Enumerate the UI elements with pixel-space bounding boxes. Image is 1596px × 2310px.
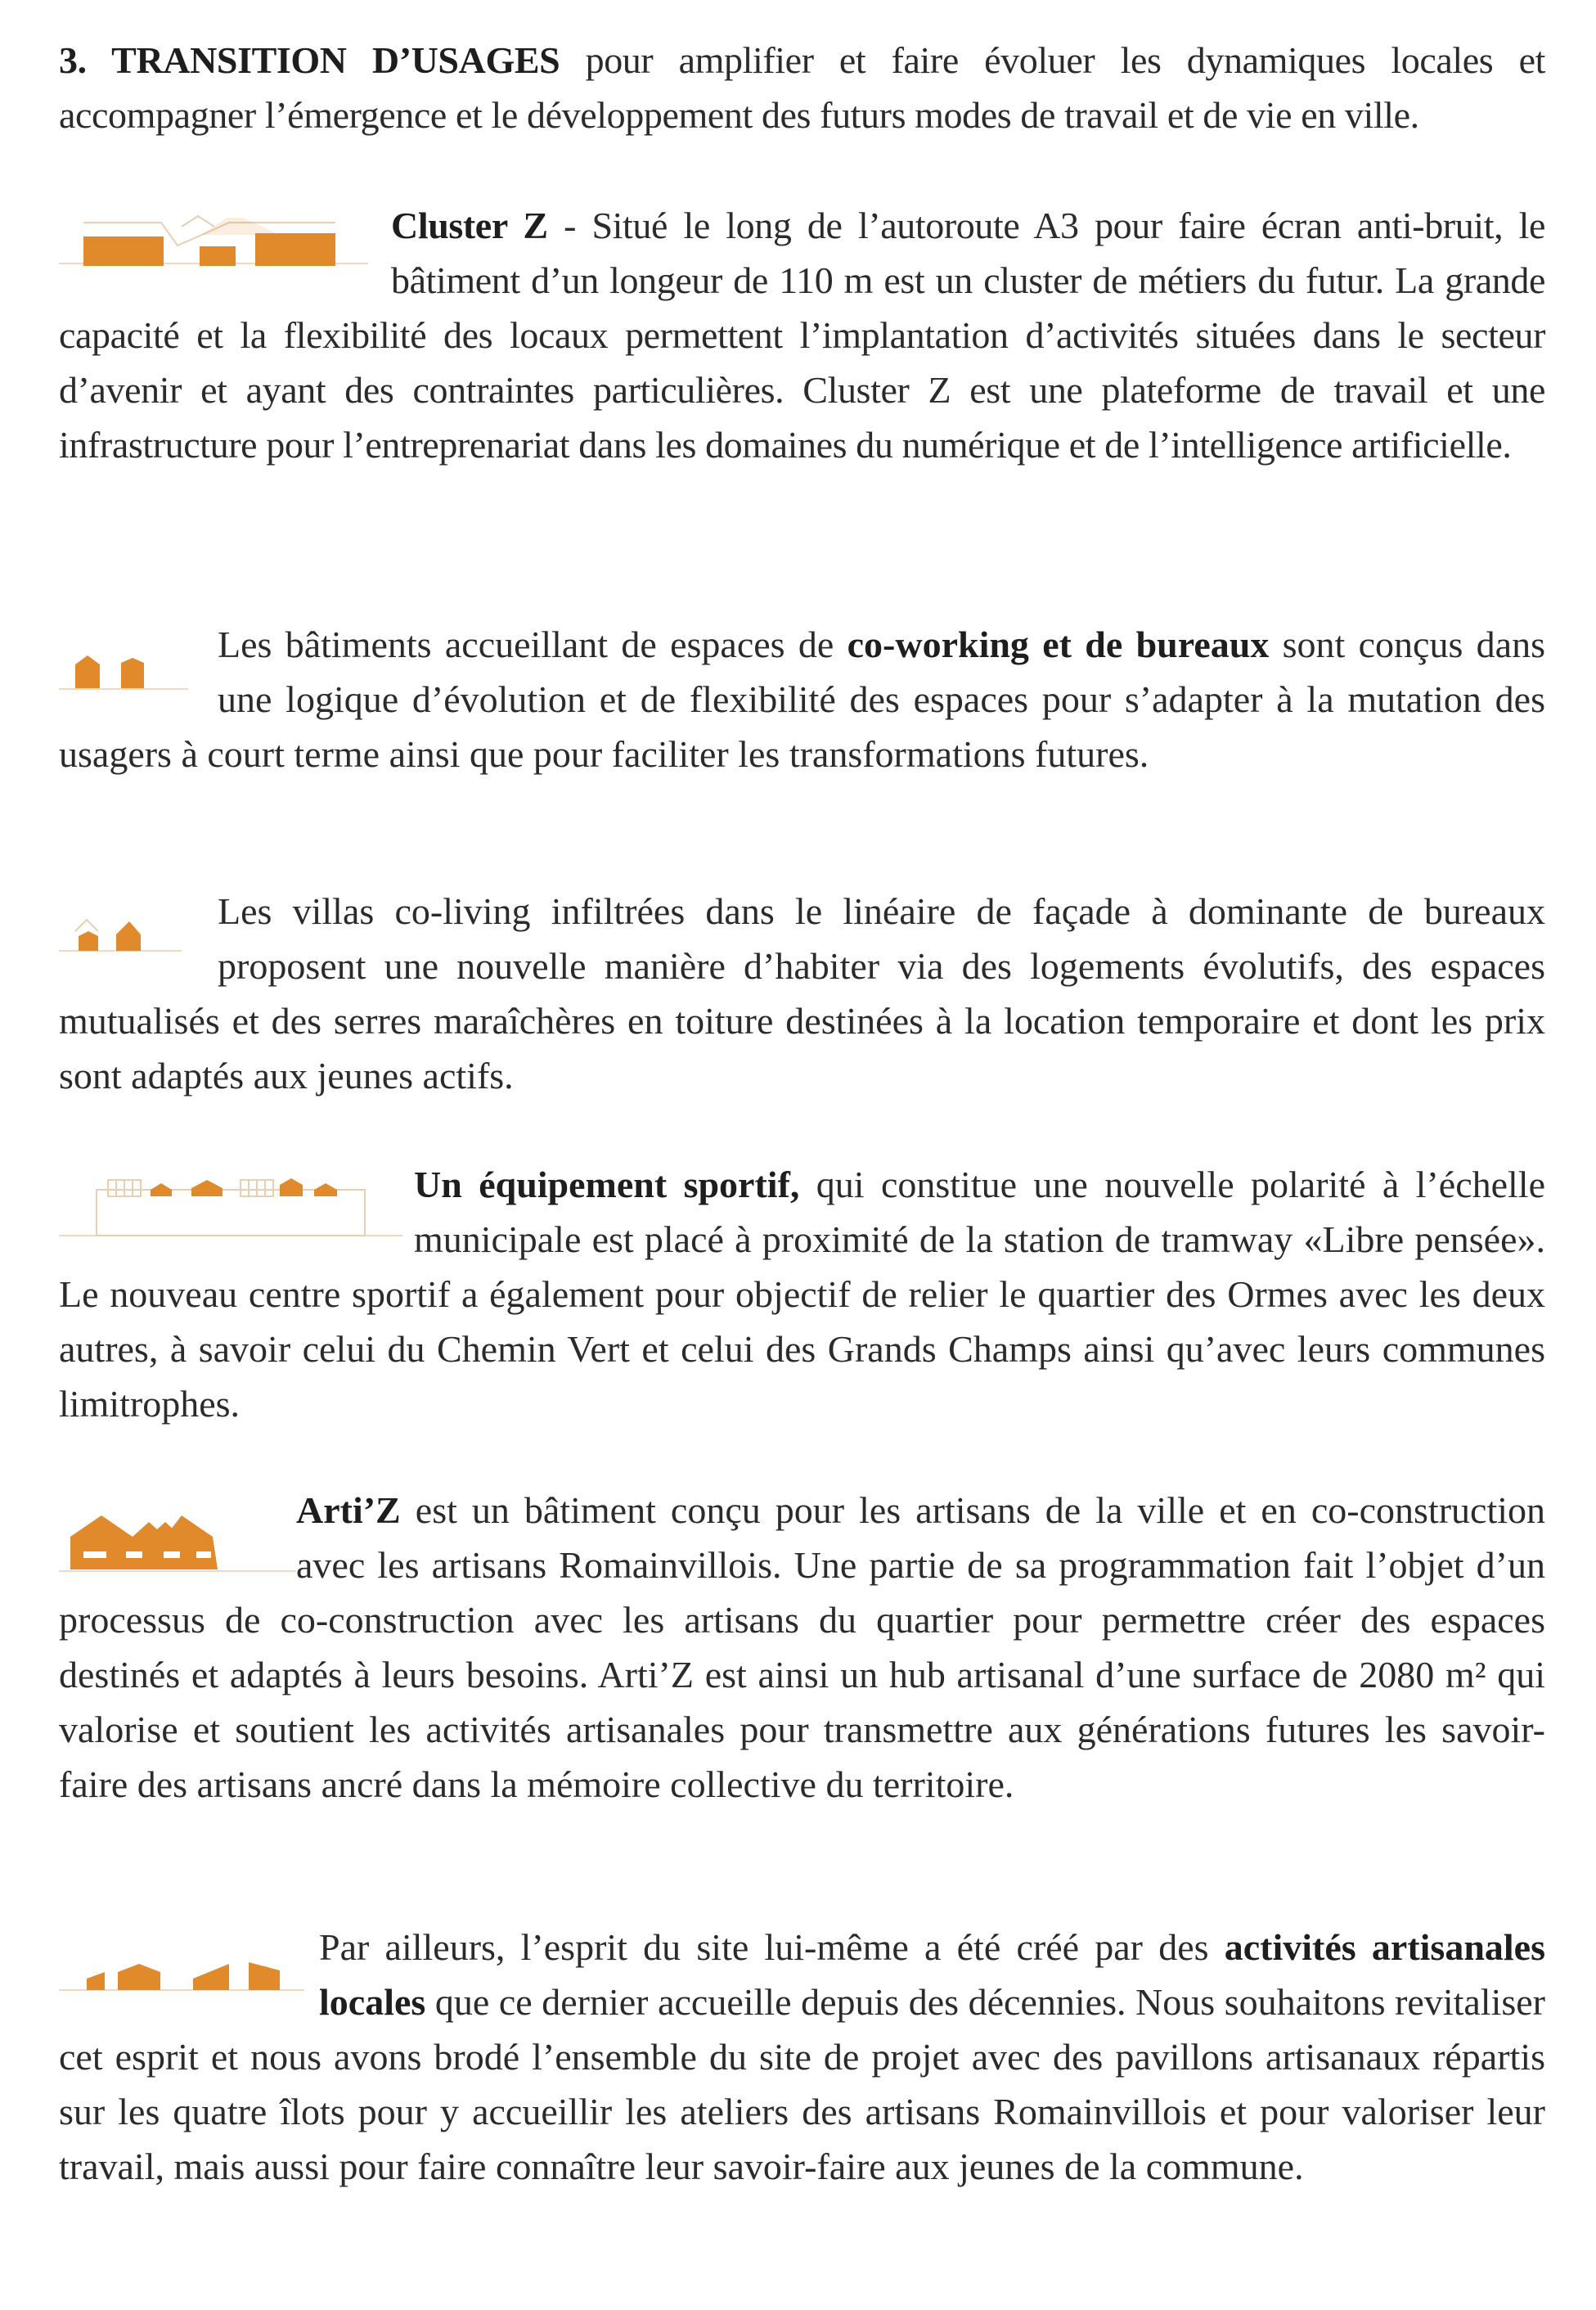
coworking-bold: co-working et de bureaux [847, 624, 1270, 665]
section-intro [59, 33, 1545, 142]
sport-paragraph [59, 1157, 1545, 1431]
cluster-z-paragraph [59, 198, 1545, 472]
sport-body: qui constitue une nouvelle polarité à l’échelle municipale est placé à proximité de la station de tramway «Libre pensée». Le nouveau centre sportif a également pour objectif de relier le quartier des Ormes avec les deux autres, à savoir celui du Chemin Vert et celui des Grands Champs ainsi qu’avec leurs communes limitrophes. [59, 1164, 1546, 1425]
coworking-text-before: Les bâtiments accueillant de espaces de [218, 624, 847, 665]
artisans-bold: activités artisanales locales [319, 1926, 1546, 2023]
artisan-pavilions-icon [59, 1920, 319, 2010]
sport-bold: Un équipement sportif, [414, 1164, 800, 1205]
artiz-bold: Arti’Z [296, 1489, 401, 1531]
artisans-text-before: Par ailleurs, l’esprit du site lui-même a été créé par des [319, 1926, 1225, 1968]
coworking-text-after: sont conçus dans une logique d’évolution et de flexibilité des espaces pour s’adapter à la mutation des usagers à court terme ainsi que pour faciliter les transformations futures. [59, 624, 1545, 775]
artiz-body: est un bâtiment conçu pour les artisans de la ville et en co-construction avec les artisans Romainvillois. Une partie de sa programmation fait l’objet d’un processus de co-construction avec les artisans du quartier pour permettre créer des espaces destinés et adaptés à leurs besoins. Arti’Z est ainsi un hub artisanal d’une surface de 2080 m² qui valorise et soutient les activités artisanales pour transmettre aux générations futures les savoir-faire des artisans ancré dans la mémoire collective du territoire. [59, 1489, 1545, 1805]
coworking-buildings-icon [59, 617, 218, 715]
section-intro-text: pour amplifier et faire évoluer les dynamiques locales et accompagner l’émergence et le développement des futurs modes de travail et de vie en ville. [59, 39, 1545, 136]
coliving-villas-icon [59, 884, 218, 982]
artiz-paragraph [59, 1483, 1545, 1812]
coliving-paragraph [59, 884, 1545, 1103]
cluster-z-title: Cluster Z [391, 205, 548, 246]
artisan-hub-icon [59, 1483, 296, 1573]
coliving-body: Les villas co-living infiltrées dans le linéaire de façade à dominante de bureaux proposent une nouvelle manière d’habiter via des logements évolutifs, des espaces mutualisés et des serres maraîchères en toiture destinées à la location temporaire et dont les prix sont adaptés aux jeunes actifs. [59, 890, 1545, 1096]
artisans-text-after: que ce dernier accueille depuis des décennies. Nous souhaitons revitaliser cet esprit et nous avons brodé l’ensemble du site de projet avec des pavillons artisanaux répartis sur les quatre îlots pour y accueillir les ateliers des artisans Romainvillois et pour valoriser leur travail, mais aussi pour faire connaître leur savoir-faire aux jeunes de la commune. [59, 1981, 1545, 2187]
sports-facility-icon [59, 1157, 414, 1239]
artisans-paragraph [59, 1920, 1545, 2194]
section-title: 3. TRANSITION D’USAGES [59, 39, 560, 81]
cluster-building-icon [59, 198, 380, 273]
cluster-z-body: - Situé le long de l’autoroute A3 pour faire écran anti-bruit, le bâtiment d’un longeur de 110 m est un cluster de métiers du futur. La grande capacité et la flexibilité des locaux permettent l’implantation d’activités situées dans le secteur d’avenir et ayant des contraintes particulières. Cluster Z est une plateforme de travail et une infrastructure pour l’entreprenariat dans les domaines du numérique et de l’intelligence artificielle. [59, 205, 1545, 466]
coworking-paragraph [59, 617, 1545, 781]
